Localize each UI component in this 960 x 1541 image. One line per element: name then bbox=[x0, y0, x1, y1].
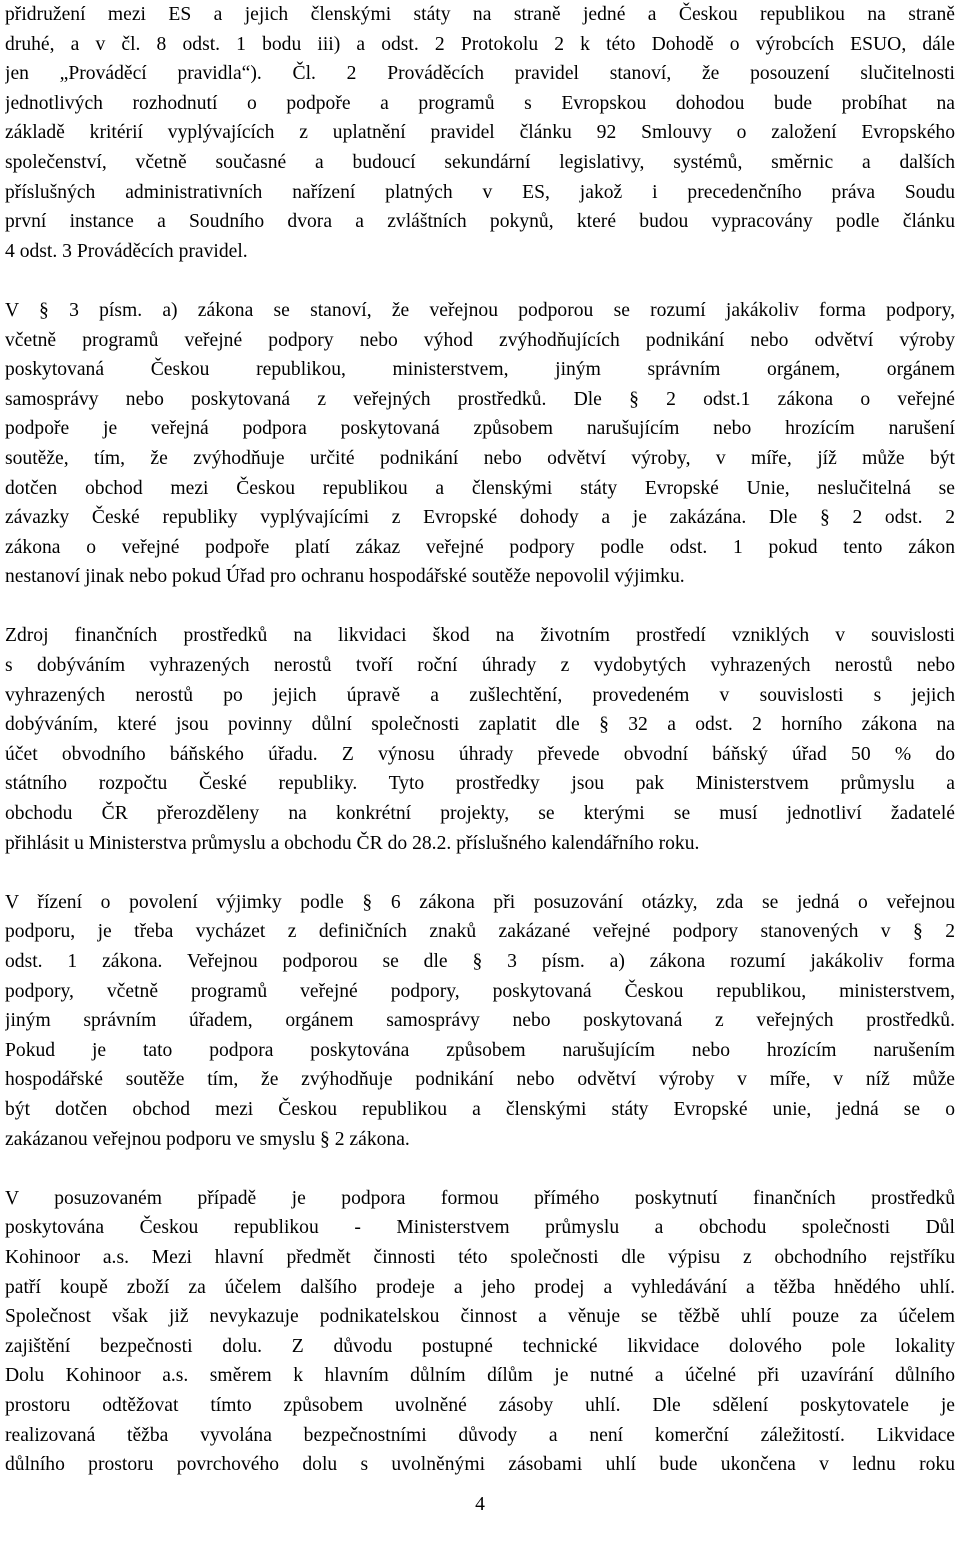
text-line: V posuzovaném případě je podpora formou přímého poskytnutí finančních prostředků bbox=[5, 1187, 955, 1209]
text-line: zakázanou veřejnou podporu ve smyslu § 2 zákona. bbox=[5, 1128, 410, 1150]
text-line: závazky České republiky vyplývajícími z Evropské dohody a je zakázána. Dle § 2 odst. 2 bbox=[5, 507, 955, 529]
text-line: společenství, včetně současné a budoucí sekundární legislativy, systémů, směrnic a dalších bbox=[5, 151, 955, 173]
text-line: jen „Prováděcí pravidla“). Čl. 2 Prováděcích pravidel stanoví, že posouzení slučitelnosti bbox=[5, 63, 955, 85]
text-line: jiným správním úřadem, orgánem samosprávy nebo poskytovaná z veřejných prostředků. bbox=[5, 1010, 955, 1032]
text-line: poskytována Českou republikou - Ministerstvem průmyslu a obchodu společnosti Důl bbox=[5, 1217, 955, 1239]
text-line: zákona o veřejné podpoře platí zákaz veřejné podpory podle odst. 1 pokud tento zákon bbox=[5, 536, 955, 558]
text-line: V řízení o povolení výjimky podle § 6 zákona při posuzování otázky, zda se jedná o veřejnou bbox=[5, 891, 955, 913]
text-line: být dotčen obchod mezi Českou republikou a členskými státy Evropské unie, jedná se o bbox=[5, 1098, 955, 1120]
text-line: s dobýváním vyhrazených nerostů tvoří roční úhrady z vydobytých vyhrazených nerostů nebo bbox=[5, 655, 955, 677]
text-line: příslušných administrativních nařízení platných v ES, jakož i precedenčního práva Soudu bbox=[5, 181, 955, 203]
paragraph bbox=[5, 888, 955, 1154]
text-line: dobýváním, které jsou povinny důlní společnosti zaplatit dle § 32 a odst. 2 horního zákona na bbox=[5, 714, 955, 736]
paragraph-gap bbox=[5, 1154, 955, 1184]
text-line: samosprávy nebo poskytovaná z veřejných prostředků. Dle § 2 odst.1 zákona o veřejné bbox=[5, 388, 955, 410]
text-line: podporu, je třeba vycházet z definičních znaků zakázané veřejné podpory stanovených v § 2 bbox=[5, 921, 955, 943]
text-line: podpory, včetně programů veřejné podpory, poskytovaná Českou republikou, ministerstvem, bbox=[5, 980, 955, 1002]
text-line: Kohinoor a.s. Mezi hlavní předmět činnosti této společnosti dle výpisu z obchodního rejstříku bbox=[5, 1246, 955, 1268]
text-line: Zdroj finančních prostředků na likvidaci škod na životním prostředí vzniklých v souvislosti bbox=[5, 625, 955, 647]
text-line: patří koupě zboží za účelem dalšího prodeje a jeho prodej a vyhledávání a těžba hnědého uhlí. bbox=[5, 1276, 955, 1298]
paragraph bbox=[5, 296, 955, 592]
text-line: první instance a Soudního dvora a zvláštních pokynů, které budou vypracovány podle článku bbox=[5, 211, 955, 233]
paragraph bbox=[5, 0, 955, 266]
page-number: 4 bbox=[475, 1494, 485, 1515]
paragraph bbox=[5, 621, 955, 858]
text-line: prostoru odtěžovat tímto způsobem uvolněné zásoby uhlí. Dle sdělení poskytovatele je bbox=[5, 1394, 955, 1416]
paragraph bbox=[5, 1184, 955, 1480]
text-line: včetně programů veřejné podpory nebo výhod zvýhodňujících podnikání nebo odvětví výroby bbox=[5, 329, 955, 351]
text-line: obchodu ČR přerozděleny na konkrétní projekty, se kterými se musí jednotliví žadatelé bbox=[5, 803, 955, 825]
text-line: druhé, a v čl. 8 odst. 1 bodu iii) a odst. 2 Protokolu 2 k této Dohodě o výrobcích ESUO, dále bbox=[5, 33, 955, 55]
paragraph-gap bbox=[5, 592, 955, 622]
paragraph-gap bbox=[5, 266, 955, 296]
text-line: soutěže, tím, že zvýhodňuje určité podnikání nebo odvětví výroby, v míře, jíž může být bbox=[5, 447, 955, 469]
text-line: základě kritérií vyplývajících z uplatnění pravidel článku 92 Smlouvy o založení Evropského bbox=[5, 122, 955, 144]
text-line: V § 3 písm. a) zákona se stanoví, že veřejnou podporou se rozumí jakákoliv forma podpory, bbox=[5, 299, 955, 321]
text-line: 4 odst. 3 Prováděcích pravidel. bbox=[5, 240, 248, 262]
document-page bbox=[5, 0, 955, 1480]
text-line: státního rozpočtu České republiky. Tyto prostředky jsou pak Ministerstvem průmyslu a bbox=[5, 773, 955, 795]
text-line: účet obvodního báňského úřadu. Z výnosu úhrady převede obvodní báňský úřad 50 % do bbox=[5, 743, 955, 765]
text-line: odst. 1 zákona. Veřejnou podporou se dle § 3 písm. a) zákona rozumí jakákoliv forma bbox=[5, 951, 955, 972]
text-line: Dolu Kohinoor a.s. směrem k hlavním důlním dílům je nutné a účelné při uzavírání důlního bbox=[5, 1365, 955, 1387]
text-line: důlního prostoru povrchového dolu s uvolněnými zásobami uhlí bude ukončena v lednu roku bbox=[5, 1454, 955, 1476]
text-line: zajištění bezpečnosti dolu. Z důvodu postupné technické likvidace dolového pole lokality bbox=[5, 1335, 955, 1357]
text-line: nestanoví jinak nebo pokud Úřad pro ochranu hospodářské soutěže nepovolil výjimku. bbox=[5, 566, 685, 588]
text-line: vyhrazených nerostů po jejich úpravě a zušlechtění, provedeném v souvislosti s jejich bbox=[5, 684, 955, 706]
text-line: Pokud je tato podpora poskytována způsobem narušujícím nebo hrozícím narušením bbox=[5, 1039, 955, 1061]
text-line: přihlásit u Ministerstva průmyslu a obchodu ČR do 28.2. příslušného kalendářního roku. bbox=[5, 832, 700, 854]
text-line: realizovaná těžba vyvolána bezpečnostními důvody a není komerční záležitostí. Likvidace bbox=[5, 1424, 955, 1446]
text-line: jednotlivých rozhodnutí o podpoře a programů s Evropskou dohodou bude probíhat na bbox=[5, 92, 955, 114]
text-line: podpoře je veřejná podpora poskytovaná způsobem narušujícím nebo hrozícím narušení bbox=[5, 418, 955, 440]
paragraph-gap bbox=[5, 858, 955, 888]
text-line: Společnost však již nevykazuje podnikatelskou činnost a věnuje se těžbě uhlí pouze za účelem bbox=[5, 1306, 955, 1328]
text-line: hospodářské soutěže tím, že zvýhodňuje podnikání nebo odvětví výroby v míře, v níž může bbox=[5, 1069, 955, 1091]
text-line: poskytovaná Českou republikou, ministerstvem, jiným správním orgánem, orgánem bbox=[5, 359, 955, 381]
text-line: dotčen obchod mezi Českou republikou a členskými státy Evropské Unie, neslučitelná se bbox=[5, 477, 955, 499]
text-line: přidružení mezi ES a jejich členskými státy na straně jedné a Českou republikou na straně bbox=[5, 4, 955, 25]
